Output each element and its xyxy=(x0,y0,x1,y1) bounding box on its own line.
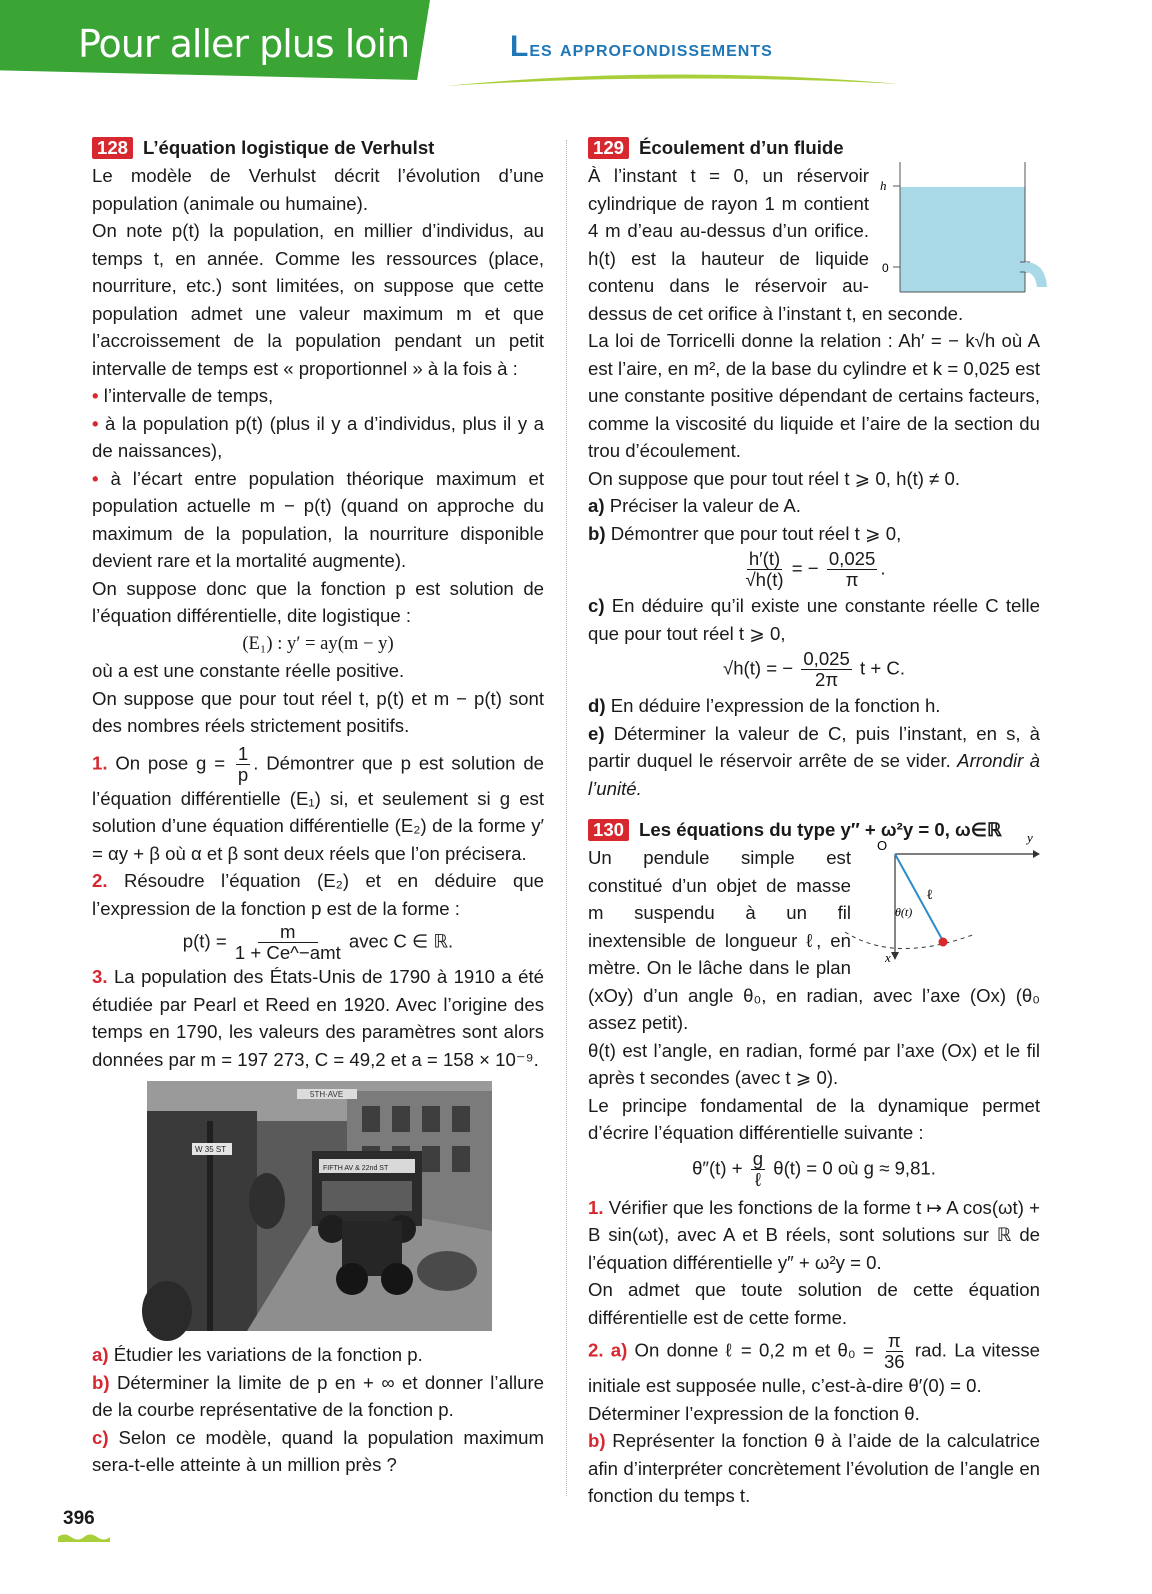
fraction xyxy=(751,1149,765,1190)
exercise-129-130 xyxy=(588,134,1040,1510)
paragraph: On admet que toute solution de cette équation différentielle est de cette forme. xyxy=(588,1279,1040,1328)
question-a xyxy=(92,1341,544,1369)
question-a xyxy=(588,492,1040,520)
length-label: ℓ xyxy=(927,888,933,903)
exercise-title: L’équation logistique de Verhulst xyxy=(143,137,435,159)
exercise-number-badge: 130 xyxy=(588,819,629,841)
question-label: b) xyxy=(92,1371,110,1393)
fraction-numerator: π xyxy=(887,1330,901,1351)
question-text: Démontrer que pour tout réel t ⩾ 0, xyxy=(610,522,902,544)
fraction-denominator: π xyxy=(845,569,859,590)
equation-lhs: p(t) = xyxy=(182,930,227,952)
exercise-title: Les équations du type y″ + ω²y = 0, ω∈ℝ xyxy=(639,819,1002,841)
fraction xyxy=(235,922,341,963)
fraction-denominator: 2π xyxy=(815,669,839,690)
question-label: 2. a) xyxy=(588,1339,628,1361)
street-scene-illustration xyxy=(147,1081,492,1331)
equation-lhs: √h(t) = − xyxy=(723,657,794,679)
question-text: En déduire l’expression de la fonction h. xyxy=(610,695,941,716)
question-text: Préciser la valeur de A. xyxy=(609,495,801,516)
exercise-title: Écoulement d’un fluide xyxy=(639,137,844,159)
historic-street-photo xyxy=(147,1081,492,1331)
paragraph: Le modèle de Verhulst décrit l’évolution d’une population (animale ou humaine). xyxy=(92,165,544,214)
fraction-numerator: 0,025 xyxy=(828,548,876,569)
exercise-number-badge: 128 xyxy=(92,137,133,159)
question-text: Résoudre l’équation (E₂) et en déduire que l’expression de la fonction p est de la forme : xyxy=(92,870,544,919)
bullet-item xyxy=(92,382,544,410)
fraction-denominator: 36 xyxy=(883,1351,905,1372)
question-label: 1. xyxy=(92,751,108,773)
bullet-icon: • xyxy=(92,385,104,406)
equation-c xyxy=(588,649,1040,690)
fraction-numerator: g xyxy=(752,1147,764,1169)
question-text: Étudier les variations de la fonction p. xyxy=(113,1344,423,1365)
question-label: e) xyxy=(588,722,605,744)
fraction-numerator: 1 xyxy=(237,742,249,764)
photo-sign-text: 5TH·AVE xyxy=(310,1090,344,1099)
paragraph: Le principe fondamental de la dynamique permet d’écrire l’équation différentielle suivante : xyxy=(588,1094,1040,1143)
question-text: On donne ℓ = 0,2 m et θ₀ = xyxy=(634,1339,874,1361)
question-text: On pose g = xyxy=(115,751,226,773)
question-text: Représenter la fonction θ à l’aide de la calculatrice afin d’interpréter concrètement l’évolution de l’angle en fonction du temps t. xyxy=(588,1430,1041,1506)
angle-label: θ(t) xyxy=(895,905,913,919)
axis-y-label: y xyxy=(1027,830,1033,845)
paragraph: Déterminer l’expression de la fonction θ. xyxy=(588,1402,920,1424)
exercise-number-badge: 129 xyxy=(588,137,629,159)
question-label: b) xyxy=(588,1430,606,1451)
question-2 xyxy=(92,867,544,922)
section-title-rest: es approfondissements xyxy=(529,35,773,61)
question-c xyxy=(92,1424,544,1479)
question-c xyxy=(588,592,1040,647)
question-label: d) xyxy=(588,695,606,716)
equation-operator: = − xyxy=(791,557,819,579)
equation-lhs: θ″(t) + xyxy=(692,1156,743,1178)
equation-pt xyxy=(92,922,544,963)
paragraph: On suppose que pour tout réel t ⩾ 0, h(t) ≠ 0. xyxy=(588,467,961,489)
fraction xyxy=(745,549,783,590)
pendulum-figure xyxy=(855,830,1040,965)
question-e xyxy=(588,720,1040,803)
question-label: 3. xyxy=(92,966,108,987)
photo-bus-sign: FIFTH AV & 22nd ST xyxy=(323,1165,389,1172)
bullet-item xyxy=(92,465,544,575)
bullet-text: à la population p(t) (plus il y a d’individus, plus il y a de naissances), xyxy=(92,412,544,461)
paragraph: Un pendule simple est constitué d’un objet de masse m suspendu à un fil inextensible de longueur ℓ, en mètre. On le lâche dans le plan (xOy) d’un angle θ₀, en radian, avec l’axe (Ox) (θ₀ assez petit). xyxy=(588,847,1040,1033)
reservoir-figure xyxy=(875,162,1040,292)
paragraph: À l’instant t = 0, un réservoir cylindrique de rayon 1 m contient 4 m d’eau au-dessus d’un orifice. h(t) est la hauteur de liquide contenu dans le réservoir au-dessus de cet orifice à l’instant t, en seconde. xyxy=(588,165,964,324)
question-label: c) xyxy=(92,1426,109,1448)
question-label: c) xyxy=(588,595,605,616)
exercise-129-heading xyxy=(588,134,1040,162)
fraction-denominator: p xyxy=(237,763,249,785)
bullet-text: à l’écart entre population théorique maximum et population actuelle m − p(t) (quand on approche du maximum de la population, la nourriture disponible devient rare et la mortalité augmente). xyxy=(92,467,544,571)
hint-text: Arrondir à l’unité. xyxy=(588,750,1040,799)
question-text: Déterminer la valeur de C, puis l’instant, en s, à partir duquel le réservoir arrête de se vider. xyxy=(588,722,1041,771)
fraction xyxy=(801,649,852,690)
question-d xyxy=(588,692,1040,720)
column-divider xyxy=(566,140,567,1496)
bullet-item xyxy=(92,410,544,465)
equation-pendulum xyxy=(588,1149,1040,1190)
exercise-128-heading xyxy=(92,134,544,162)
question-text: rad. La vitesse initiale est supposée nulle, c’est-à-dire θ′(0) = 0. xyxy=(588,1339,1040,1396)
question-label: 2. xyxy=(92,870,108,891)
bullet-icon: • xyxy=(92,467,111,489)
section-title-initial: L xyxy=(510,30,530,63)
question-3 xyxy=(92,963,544,1073)
photo-sign-text: W 35 ST xyxy=(195,1145,227,1154)
fraction-numerator: 0,025 xyxy=(803,648,850,669)
question-label: a) xyxy=(92,1344,109,1365)
fraction xyxy=(827,549,878,590)
question-label: a) xyxy=(588,495,605,516)
equation-b: $\frac{h'(t)}{√h(t)}$ = − $\frac{0,025}{\pi}$ . xyxy=(745,548,886,590)
equation-rhs: avec C ∈ ℝ. xyxy=(348,930,454,952)
question-b xyxy=(588,520,1040,548)
question-b xyxy=(92,1369,544,1424)
section-title xyxy=(510,30,773,64)
question-label: 1. xyxy=(588,1196,604,1218)
question-text: . Démontrer que p est solution de l’équation différentielle (E₁) si, et seulement si g est solution d’une équation différentielle (E₂) de la forme y′ = αy + β où α et β sont deux réels que l’on précisera. xyxy=(92,751,544,864)
axis-x-label: x xyxy=(885,950,891,965)
bullet-icon: • xyxy=(92,412,106,434)
figure-label-h: h xyxy=(880,178,887,193)
paragraph: où a est une constante réelle positive. xyxy=(92,660,405,681)
title-swoosh xyxy=(440,64,910,94)
question-text: La population des États-Unis de 1790 à 1910 a été étudiée par Pearl et Reed en 1920. Avec l’origine des temps en 1790, les valeurs des paramètres sont alors données par m = 197 273, C = 49,2 et a = 158 × 10⁻⁹. xyxy=(92,966,544,1070)
question-2a xyxy=(588,1331,1040,1400)
fraction-denominator: 1 + Ce^−amt xyxy=(234,942,341,963)
question-1 xyxy=(588,1194,1040,1277)
fraction xyxy=(236,744,250,785)
axis-origin-label: O xyxy=(877,838,888,853)
equation-rhs: θ(t) = 0 où g ≈ 9,81. xyxy=(773,1156,936,1178)
bullet-text: l’intervalle de temps, xyxy=(103,385,274,406)
question-text: En déduire qu’il existe une constante réelle C telle que pour tout réel t ⩾ 0, xyxy=(588,595,1040,644)
question-text: Déterminer la limite de p en + ∞ et donner l’allure de la courbe représentative de la fonction p. xyxy=(92,1371,544,1420)
question-1 xyxy=(92,744,544,868)
question-label: b) xyxy=(588,522,606,544)
fraction-numerator: m xyxy=(258,922,318,943)
equation-rhs: t + C. xyxy=(860,657,905,679)
question-b xyxy=(588,1427,1040,1510)
paragraph: La loi de Torricelli donne la relation : Ah′ = − k√h où A est l’aire, en m², de la base du cylindre et k = 0,025 est une constante positive dépendant de certains facteurs, comme la viscosité du liquide et l’aire de la section du trou d’écoulement. xyxy=(588,330,1040,461)
fraction xyxy=(884,1331,905,1372)
page-number-underline xyxy=(58,1532,110,1542)
paragraph: θ(t) est l’angle, en radian, formé par l’axe (Ox) et le fil après t secondes (avec t ⩾ 0). xyxy=(588,1039,1040,1088)
fraction-denominator: ℓ xyxy=(754,1168,761,1190)
question-text: Selon ce modèle, quand la population maximum sera-t-elle atteinte à un million près ? xyxy=(92,1426,544,1475)
paragraph: On suppose que pour tout réel t, p(t) et m − p(t) sont des nombres réels strictement positifs. xyxy=(92,687,544,736)
paragraph: On note p(t) la population, en millier d’individus, au temps t, en année. Comme les ressources (place, nourriture, etc.) sont limitées, on suppose que cette population admet une valeur maximum m et que l’accroissement de la population pendant un petit intervalle de temps est « proportionnel » à la fois à : xyxy=(92,220,544,379)
page-number: 396 xyxy=(63,1508,95,1529)
exercise-128 xyxy=(92,134,544,1479)
exercise-130-heading xyxy=(588,816,1040,844)
fraction-denominator: √h(t) xyxy=(745,569,784,590)
equation-e1: (E₁) : y′ = ay(m − y) xyxy=(242,632,394,654)
banner-title: Pour aller plus loin xyxy=(78,22,410,66)
paragraph: On suppose donc que la fonction p est solution de l’équation différentielle, dite logistique : xyxy=(92,577,544,626)
figure-label-zero: 0 xyxy=(882,261,889,275)
question-text: Vérifier que les fonctions de la forme t ↦ A cos(ωt) + B sin(ωt), avec A et B réels, sont solutions sur ℝ de l’équation différentielle y″ + ω²y = 0. xyxy=(588,1196,1040,1273)
fraction-numerator: h′(t) xyxy=(748,548,781,569)
